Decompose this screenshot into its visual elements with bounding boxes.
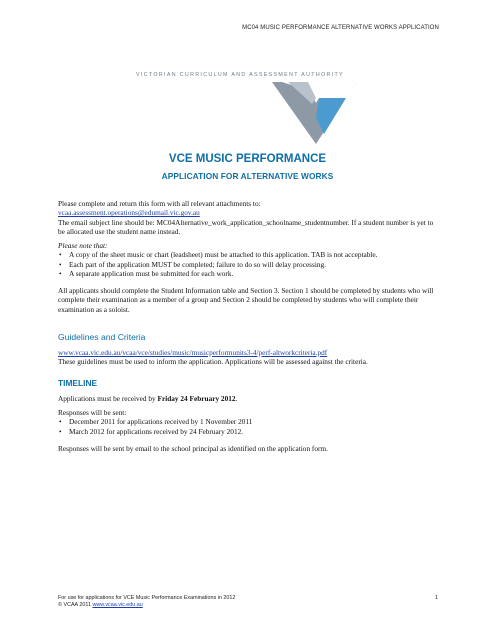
guidelines-heading: Guidelines and Criteria xyxy=(58,332,146,342)
applicants-paragraph xyxy=(58,286,438,314)
timeline-heading-wrap xyxy=(58,379,438,388)
note-list xyxy=(58,250,438,278)
page-number: 1 xyxy=(435,595,438,601)
email-note: Responses will be sent by email to the school principal as identified on the application form. xyxy=(58,444,328,453)
list-item: • Each part of the application MUST be completed; failure to do so will delay processing. xyxy=(58,260,438,269)
page-subtitle: APPLICATION FOR ALTERNATIVE WORKS xyxy=(161,171,334,181)
responses-section xyxy=(58,408,438,436)
timeline-body xyxy=(58,394,438,403)
footer-copyright: © VCAA 2011 xyxy=(58,602,93,609)
list-item: • A separate application must be submitted for each work. xyxy=(58,269,438,278)
list-item: • A copy of the sheet music or chart (leadsheet) must be attached to this application. TAB is not acceptable. xyxy=(58,250,438,259)
subject-instruction: The email subject line should be: MC04Alternative_work_application_schoolname_studentnumber. If a student number is yet to be allocated use the student name instead. xyxy=(58,217,434,236)
timeline-heading: TIMELINE xyxy=(58,378,98,388)
intro-line: Please complete and return this form with all relevant attachments to: xyxy=(58,199,261,208)
footer-usage: For use for applications for VCE Music Performance Examinations in 2012 xyxy=(58,595,236,601)
guidelines-body xyxy=(58,348,438,367)
list-item: • December 2011 for applications received by 1 November 2011 xyxy=(58,417,438,426)
authority-name: VICTORIAN CURRICULUM AND ASSESSMENT AUTHORITY xyxy=(136,72,345,78)
deadline-date: Friday 24 February 2012 xyxy=(157,394,236,403)
applicants-text: All applicants should complete the Student Information table and Section 3. Section 1 should be completed by students who will complete their examination as a member of a group and Section 2 should be completed by students who will complete their examination as a soloist. xyxy=(58,286,434,314)
intro-section xyxy=(58,199,438,236)
list-item: • March 2012 for applications received by 24 February 2012. xyxy=(58,427,438,436)
document-code: MC04 MUSIC PERFORMANCE ALTERNATIVE WORKS APPLICATION xyxy=(242,25,439,31)
guidelines-link[interactable]: www.vcaa.vic.edu.au/vcaa/vce/studies/music/musicperformunits3-4/perf-altworkcriteria.pdf xyxy=(58,348,328,357)
responses-label: Responses will be sent: xyxy=(58,408,127,417)
footer-site-link[interactable]: www.vcaa.vic.edu.au xyxy=(92,602,143,609)
page-footer xyxy=(58,595,438,610)
notes-section xyxy=(58,241,438,278)
note-label: Please note that: xyxy=(58,241,108,250)
page-title: VCE MUSIC PERFORMANCE xyxy=(168,153,327,165)
email-link[interactable]: vcaa.assessment.operations@edumail.vic.gov.au xyxy=(58,208,200,218)
guidelines-section xyxy=(58,333,438,342)
vcaa-logo xyxy=(272,82,356,144)
received-deadline: Applications must be received by Friday 24 February 2012. xyxy=(58,394,238,403)
responses-list xyxy=(58,417,438,436)
email-note-wrap xyxy=(58,444,438,453)
guidelines-text: These guidelines must be used to inform the application. Applications will be assessed against the criteria. xyxy=(58,357,368,367)
